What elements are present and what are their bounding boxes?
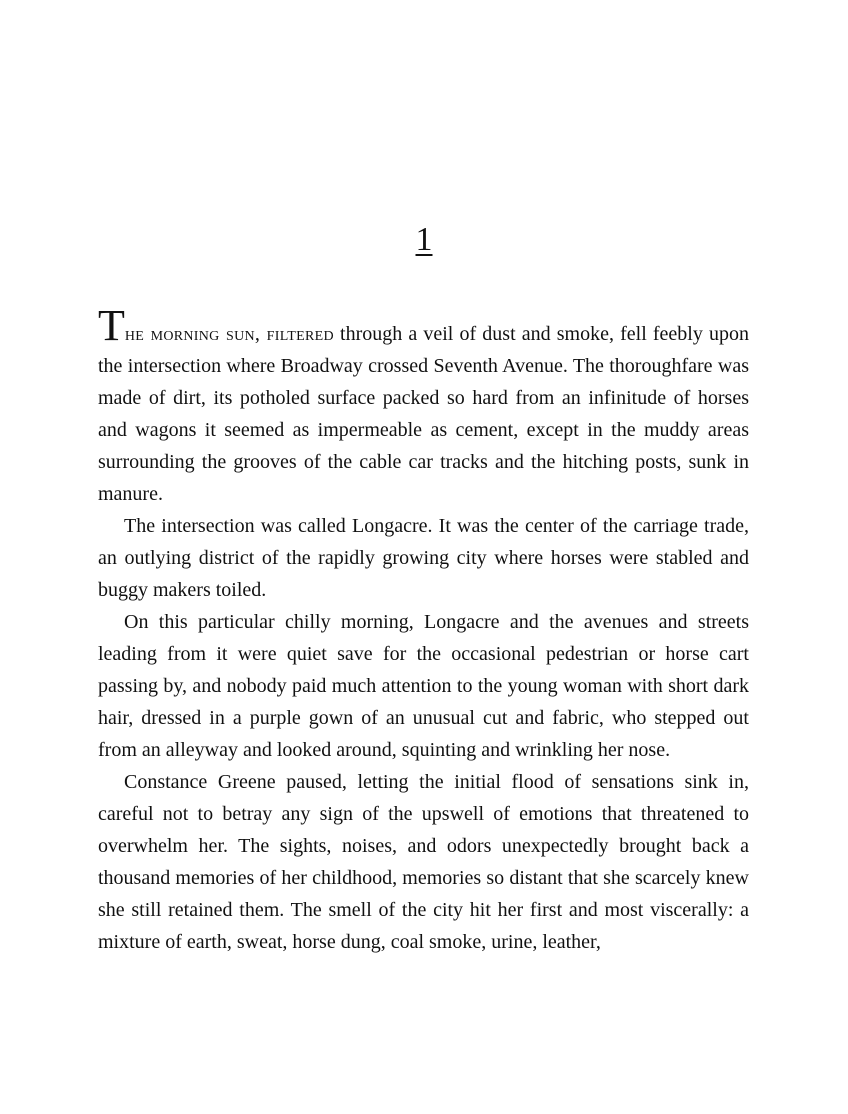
paragraph-1-text: through a veil of dust and smoke, fell feebly upon the intersection where Broadway crossed Seventh Avenue. The thoroughfare was made of dirt, its potholed surface packed so hard from an infinitude of horses and wagons it seemed as impermeable as cement, except in the muddy areas surrounding the grooves of the cable car tracks and the hitching posts, sunk in manure. [98,323,749,505]
paragraph-2: The intersection was called Longacre. It was the center of the carriage trade, an outlying district of the rapidly growing city where horses were stabled and buggy makers toiled. [98,515,749,601]
chapter-number [0,220,848,260]
paragraph-3: On this particular chilly morning, Longacre and the avenues and streets leading from it were quiet save for the occasional pedestrian or horse cart passing by, and nobody paid much attention to the young woman with short dark hair, dressed in a purple gown of an unusual cut and fabric, who stepped out from an alleyway and looked around, squinting and wrinkling her nose. [98,611,749,761]
chapter-number-text: 1 [415,221,433,258]
paragraph-4: Constance Greene paused, letting the initial flood of sensations sink in, careful not to betray any sign of the upswell of emotions that threatened to overwhelm her. The sights, noises, and odors unexpectedly brought back a thousand memories of her childhood, memories so distant that she scarcely knew she still retained them. The smell of the city hit her first and most viscerally: a mixture of earth, sweat, horse dung, coal smoke, urine, leather, [98,771,749,953]
small-caps-lead-in: he morning sun, filtered [124,323,334,345]
chapter-body [98,301,749,958]
paragraph-1 [98,301,749,510]
drop-cap: T [98,301,125,350]
